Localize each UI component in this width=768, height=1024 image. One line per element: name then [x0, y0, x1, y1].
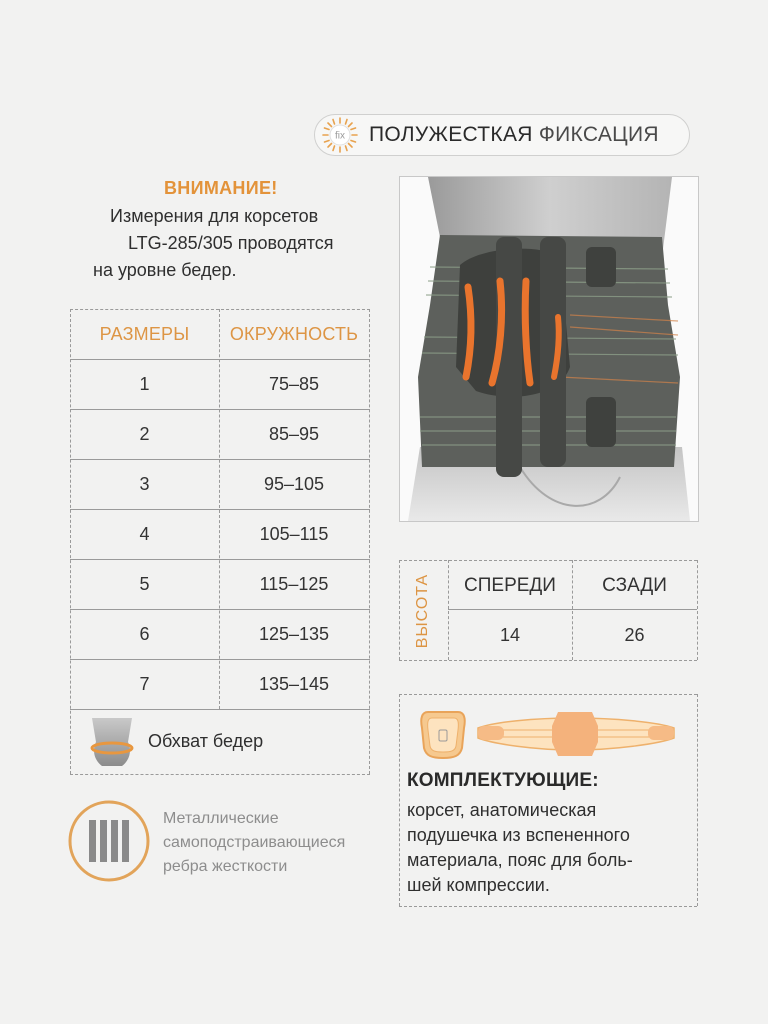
back-value: 26: [624, 625, 645, 645]
attention-title: ВНИМАНИЕ!: [164, 178, 278, 198]
size-cell: 1: [139, 374, 150, 394]
ribs-line-1: Металлические: [163, 810, 279, 827]
height-label: [403, 566, 443, 656]
height-border-top: [399, 560, 697, 561]
size-cell: 6: [139, 624, 150, 644]
attention-line-1: Измерения для корсетов: [110, 206, 319, 226]
components-line-4: шей компрессии.: [407, 875, 550, 895]
components-line-1: корсет, анатомическая: [407, 800, 597, 820]
back-header: СЗАДИ: [602, 575, 667, 596]
table-divider: [70, 659, 370, 660]
range-cell: 105–115: [259, 524, 329, 544]
size-cell: 4: [139, 524, 150, 544]
fixation-label-rest: ФИКСАЦИЯ: [538, 123, 659, 146]
fixation-badge: [314, 114, 690, 156]
attention-line-2: LTG-285/305 проводятся: [128, 233, 334, 253]
components-border-left: [399, 694, 400, 906]
table-border-bottom: [70, 774, 370, 775]
height-border-bottom: [399, 660, 697, 661]
attention-line-3: на уровне бедер.: [93, 260, 237, 280]
range-cell: 75–85: [268, 374, 320, 394]
ribs-line-2: самоподстраивающиеся: [163, 834, 346, 851]
hip-label: Обхват бедер: [148, 731, 264, 751]
header-sizes: РАЗМЕРЫ: [99, 324, 190, 344]
fix-badge-text: fix: [335, 130, 345, 142]
front-value: 14: [499, 625, 521, 645]
fixation-label-bold: ПОЛУЖЕСТКАЯ: [369, 123, 533, 146]
table-divider: [70, 359, 370, 360]
product-photo: [399, 176, 699, 522]
range-cell: 85–95: [268, 424, 320, 444]
table-divider: [70, 609, 370, 610]
size-cell: 3: [139, 474, 150, 494]
components-line-2: подушечка из вспененного: [407, 825, 630, 845]
components-border-right: [697, 694, 698, 906]
table-divider: [70, 509, 370, 510]
fixation-label: [369, 123, 659, 147]
front-header: СПЕРЕДИ: [464, 575, 556, 596]
components-border-top: [399, 694, 697, 695]
table-divider: [70, 559, 370, 560]
metal-ribs-icon: [67, 799, 151, 883]
components-line-3: материала, пояс для боль-: [407, 850, 633, 870]
ribs-line-3: ребра жесткости: [163, 858, 288, 875]
table-divider: [70, 709, 370, 710]
components-border-bottom: [399, 906, 697, 907]
table-border-mid: [219, 309, 220, 709]
components-title: КОМПЛЕКТУЮЩИЕ:: [407, 770, 599, 791]
table-border-top: [70, 309, 370, 310]
fix-sun-icon: [321, 116, 359, 154]
header-circumference: ОКРУЖНОСТЬ: [229, 324, 359, 344]
height-border-left: [399, 560, 400, 660]
range-cell: 125–135: [258, 624, 330, 644]
height-label-text: ВЫСОТА: [414, 573, 431, 649]
hip-circumference-icon: [84, 714, 140, 770]
range-cell: 115–125: [259, 574, 329, 594]
range-cell: 95–105: [263, 474, 325, 494]
table-divider: [70, 459, 370, 460]
size-cell: 5: [139, 574, 150, 594]
height-border-right: [697, 560, 698, 660]
range-cell: 135–145: [258, 674, 330, 694]
table-border-right: [369, 309, 370, 774]
size-cell: 7: [139, 674, 150, 694]
compression-belt-icon: [474, 708, 678, 760]
pad-icon: [418, 708, 468, 762]
corset-illustration: [400, 177, 698, 521]
table-divider: [70, 409, 370, 410]
size-cell: 2: [139, 424, 150, 444]
